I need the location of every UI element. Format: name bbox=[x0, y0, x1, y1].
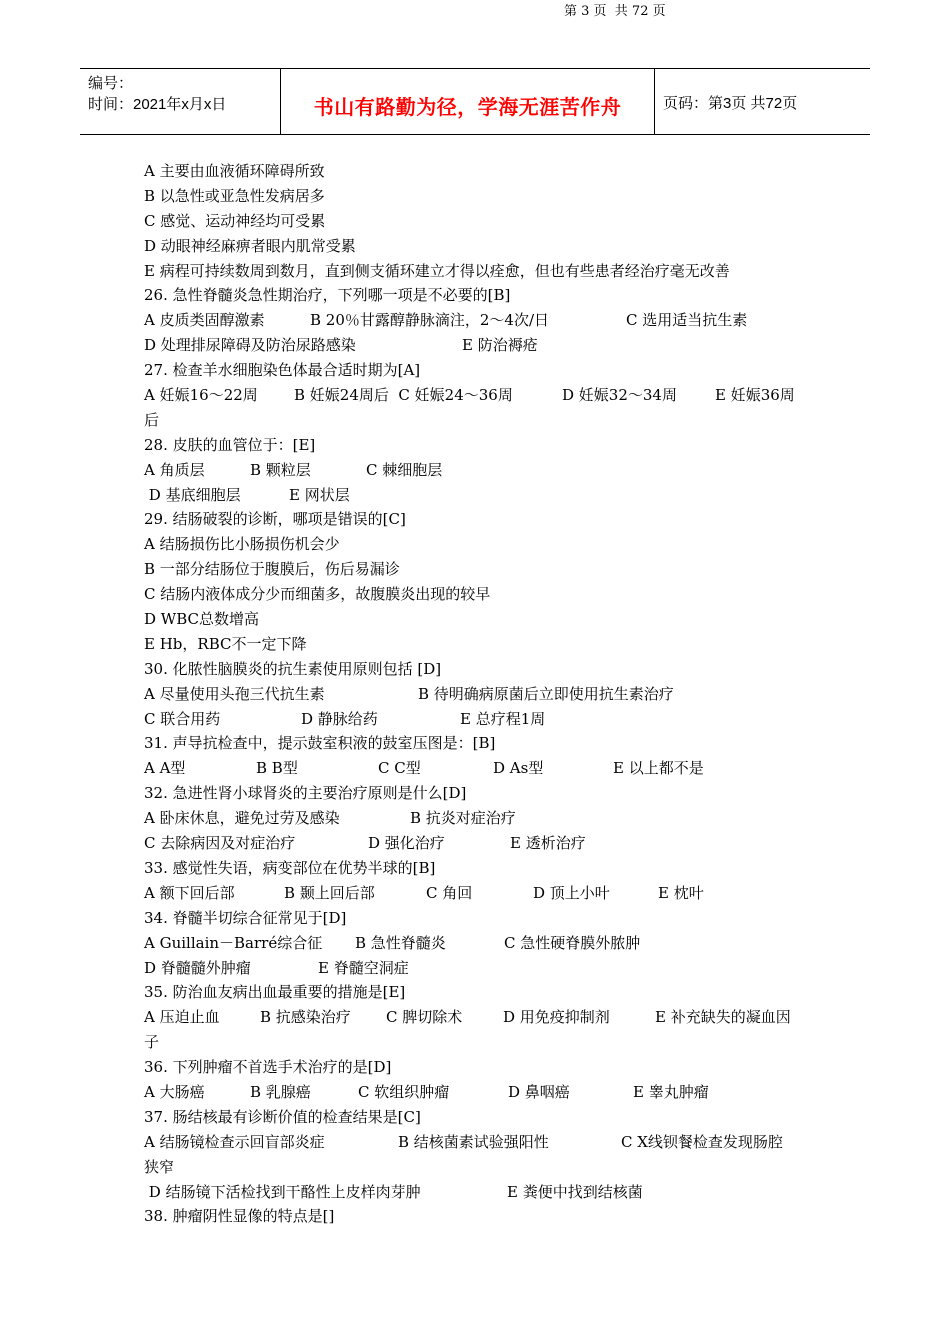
page-header bbox=[80, 68, 870, 135]
text-segment: B 以急性或亚急性发病居多 bbox=[144, 186, 325, 205]
text-line bbox=[144, 184, 816, 209]
text-line bbox=[144, 1030, 816, 1055]
text-segment: A 结肠损伤比小肠损伤机会少 bbox=[144, 535, 340, 554]
text-line bbox=[144, 358, 816, 383]
text-line bbox=[144, 1180, 816, 1205]
text-line bbox=[144, 632, 816, 657]
text-segment: D 处理排尿障碍及防治尿路感染 bbox=[144, 336, 356, 355]
text-segment: D 脊髓髓外肿瘤 bbox=[144, 958, 251, 977]
text-segment: E 睾丸肿瘤 bbox=[633, 1082, 709, 1101]
text-segment: C 棘细胞层 bbox=[366, 460, 443, 479]
text-line bbox=[144, 507, 816, 532]
text-segment: D 强化治疗 bbox=[368, 834, 445, 853]
text-segment: A 卧床休息，避免过劳及感染 bbox=[144, 809, 340, 828]
page-footer: 第 3 页 共 72 页 bbox=[564, 4, 666, 19]
text-segment: 31. 声导抗检查中，提示鼓室积液的鼓室压图是：[B] bbox=[144, 734, 496, 753]
text-segment: A A型 bbox=[144, 759, 186, 778]
text-line bbox=[144, 731, 816, 756]
text-segment: E 防治褥疮 bbox=[462, 336, 538, 355]
text-segment: C 感觉、运动神经均可受累 bbox=[144, 211, 326, 230]
text-segment: 子 bbox=[144, 1033, 160, 1052]
text-line bbox=[144, 283, 816, 308]
text-segment: A 主要由血液循环障碍所致 bbox=[144, 162, 325, 180]
text-segment: 36. 下列肿瘤不首选手术治疗的是[D] bbox=[144, 1058, 392, 1077]
text-segment: 33. 感觉性失语，病变部位在优势半球的[B] bbox=[144, 858, 436, 877]
text-segment: B 颞上回后部 bbox=[284, 883, 375, 902]
text-segment: B 抗感染治疗 bbox=[260, 1008, 351, 1027]
text-segment: 35. 防治血友病出血最重要的措施是[E] bbox=[144, 983, 406, 1002]
text-segment: C C型 bbox=[378, 759, 421, 778]
text-segment: 27. 检查羊水细胞染色体最合适时期为[A] bbox=[144, 361, 421, 380]
text-segment: D As型 bbox=[493, 759, 544, 778]
text-segment: C 角回 bbox=[426, 883, 473, 902]
text-line bbox=[144, 408, 816, 433]
text-segment: D WBC总数增高 bbox=[144, 610, 259, 629]
text-segment: B 待明确病原菌后立即使用抗生素治疗 bbox=[418, 684, 674, 703]
text-segment: E 总疗程1周 bbox=[460, 709, 546, 728]
text-segment: 狭窄 bbox=[144, 1157, 175, 1176]
text-segment: D 静脉给药 bbox=[301, 709, 378, 728]
text-line bbox=[144, 234, 816, 259]
text-line bbox=[144, 931, 816, 956]
text-segment: B 一部分结肠位于腹膜后，伤后易漏诊 bbox=[144, 560, 400, 579]
text-line bbox=[144, 159, 816, 184]
text-line bbox=[144, 582, 816, 607]
text-segment: D 基底细胞层 bbox=[144, 485, 241, 504]
text-line bbox=[144, 980, 816, 1005]
text-segment: C 结肠内液体成分少而细菌多，故腹膜炎出现的较早 bbox=[144, 585, 491, 604]
header-page-cell bbox=[655, 69, 870, 134]
text-segment: 34. 脊髓半切综合征常见于[D] bbox=[144, 908, 347, 927]
question-list bbox=[144, 159, 816, 1229]
text-line bbox=[144, 383, 816, 408]
text-segment: E 病程可持续数周到数月，直到侧支循环建立才得以痊愈，但也有些患者经治疗毫无改善 bbox=[144, 261, 730, 280]
text-segment: C 软组织肿瘤 bbox=[358, 1082, 450, 1101]
text-segment: B 乳腺癌 bbox=[250, 1082, 311, 1101]
text-segment: A 额下回后部 bbox=[144, 883, 235, 902]
text-line bbox=[144, 1005, 816, 1030]
document-date-label: 时间：2021年x月x日 bbox=[88, 96, 227, 113]
text-line bbox=[144, 682, 816, 707]
text-segment: C 脾切除术 bbox=[386, 1008, 463, 1027]
text-line bbox=[144, 1204, 816, 1229]
text-segment: B 结核菌素试验强阳性 bbox=[398, 1132, 549, 1151]
header-motto-cell bbox=[281, 69, 655, 134]
text-line bbox=[144, 259, 816, 284]
text-segment: B 20％甘露醇静脉滴注，2～4次/日 bbox=[310, 311, 550, 330]
text-segment: E 脊髓空洞症 bbox=[318, 958, 409, 977]
text-segment: B 颗粒层 bbox=[250, 460, 311, 479]
text-segment: 38. 肿瘤阴性显像的特点是[] bbox=[144, 1207, 335, 1226]
text-segment: 30. 化脓性脑膜炎的抗生素使用原则包括 [D] bbox=[144, 659, 442, 678]
text-segment: E 枕叶 bbox=[658, 883, 704, 902]
text-segment: D 鼻咽癌 bbox=[508, 1082, 570, 1101]
text-line bbox=[144, 433, 816, 458]
text-segment: A 结肠镜检查示回盲部炎症 bbox=[144, 1132, 325, 1151]
text-line bbox=[144, 707, 816, 732]
text-segment: E 透析治疗 bbox=[510, 834, 586, 853]
text-line bbox=[144, 209, 816, 234]
text-line bbox=[144, 1155, 816, 1180]
text-segment: A 大肠癌 bbox=[144, 1082, 205, 1101]
text-segment: E 网状层 bbox=[289, 485, 350, 504]
header-page-info: 页码：第3页 共72页 bbox=[663, 95, 798, 112]
header-motto: 书山有路勤为径，学海无涯苦作舟 bbox=[313, 95, 622, 119]
text-line bbox=[144, 906, 816, 931]
text-line bbox=[144, 756, 816, 781]
text-segment: 29. 结肠破裂的诊断，哪项是错误的[C] bbox=[144, 510, 406, 529]
header-left-cell bbox=[80, 69, 281, 134]
text-segment: 后 bbox=[144, 410, 160, 429]
text-segment: A 尽量使用头孢三代抗生素 bbox=[144, 684, 325, 703]
text-line bbox=[144, 483, 816, 508]
text-segment: C 选用适当抗生素 bbox=[626, 311, 748, 330]
document-number-label: 编号： bbox=[88, 75, 134, 92]
text-line bbox=[144, 607, 816, 632]
text-segment: B B型 bbox=[256, 759, 298, 778]
text-segment: 28. 皮肤的血管位于：[E] bbox=[144, 435, 316, 454]
text-line bbox=[144, 781, 816, 806]
text-segment: A 角质层 bbox=[144, 460, 205, 479]
text-line bbox=[144, 806, 816, 831]
text-line bbox=[144, 308, 816, 333]
text-segment: D 动眼神经麻痹者眼内肌常受累 bbox=[144, 236, 356, 255]
text-segment: D 妊娠32～34周 bbox=[562, 386, 677, 405]
text-line bbox=[144, 333, 816, 358]
text-segment: C 去除病因及对症治疗 bbox=[144, 834, 296, 853]
text-line bbox=[144, 458, 816, 483]
text-line bbox=[144, 856, 816, 881]
text-segment: D 用免疫抑制剂 bbox=[503, 1008, 610, 1027]
text-segment: B 急性脊髓炎 bbox=[355, 933, 446, 952]
text-segment: E 妊娠36周 bbox=[715, 386, 795, 405]
text-line bbox=[144, 557, 816, 582]
text-segment: E Hb，RBC不一定下降 bbox=[144, 634, 307, 653]
text-segment: A 皮质类固醇激素 bbox=[144, 311, 265, 330]
text-segment: 32. 急进性肾小球肾炎的主要治疗原则是什么[D] bbox=[144, 784, 467, 803]
text-line bbox=[144, 1130, 816, 1155]
text-line bbox=[144, 1055, 816, 1080]
text-segment: B 妊娠24周后 C 妊娠24～36周 bbox=[294, 386, 513, 405]
text-line bbox=[144, 831, 816, 856]
text-line bbox=[144, 1080, 816, 1105]
text-line bbox=[144, 657, 816, 682]
text-line bbox=[144, 956, 816, 981]
text-line bbox=[144, 881, 816, 906]
text-segment: C 联合用药 bbox=[144, 709, 221, 728]
text-segment: C 急性硬脊膜外脓肿 bbox=[504, 933, 641, 952]
text-segment: A 妊娠16～22周 bbox=[144, 386, 258, 405]
text-segment: E 粪便中找到结核菌 bbox=[507, 1182, 643, 1201]
text-segment: B 抗炎对症治疗 bbox=[410, 809, 516, 828]
text-segment: 37. 肠结核最有诊断价值的检查结果是[C] bbox=[144, 1107, 421, 1126]
text-segment: 26. 急性脊髓炎急性期治疗，下列哪一项是不必要的[B] bbox=[144, 286, 511, 305]
text-segment: A 压迫止血 bbox=[144, 1008, 220, 1027]
text-line bbox=[144, 1105, 816, 1130]
text-segment: E 补充缺失的凝血因 bbox=[655, 1008, 791, 1027]
text-line bbox=[144, 532, 816, 557]
text-segment: A Guillain－Barré综合征 bbox=[144, 933, 323, 952]
text-segment: C X线钡餐检查发现肠腔 bbox=[621, 1132, 783, 1151]
text-segment: E 以上都不是 bbox=[613, 759, 704, 778]
text-segment: D 结肠镜下活检找到干酪性上皮样肉芽肿 bbox=[144, 1182, 421, 1201]
text-segment: D 顶上小叶 bbox=[533, 883, 610, 902]
